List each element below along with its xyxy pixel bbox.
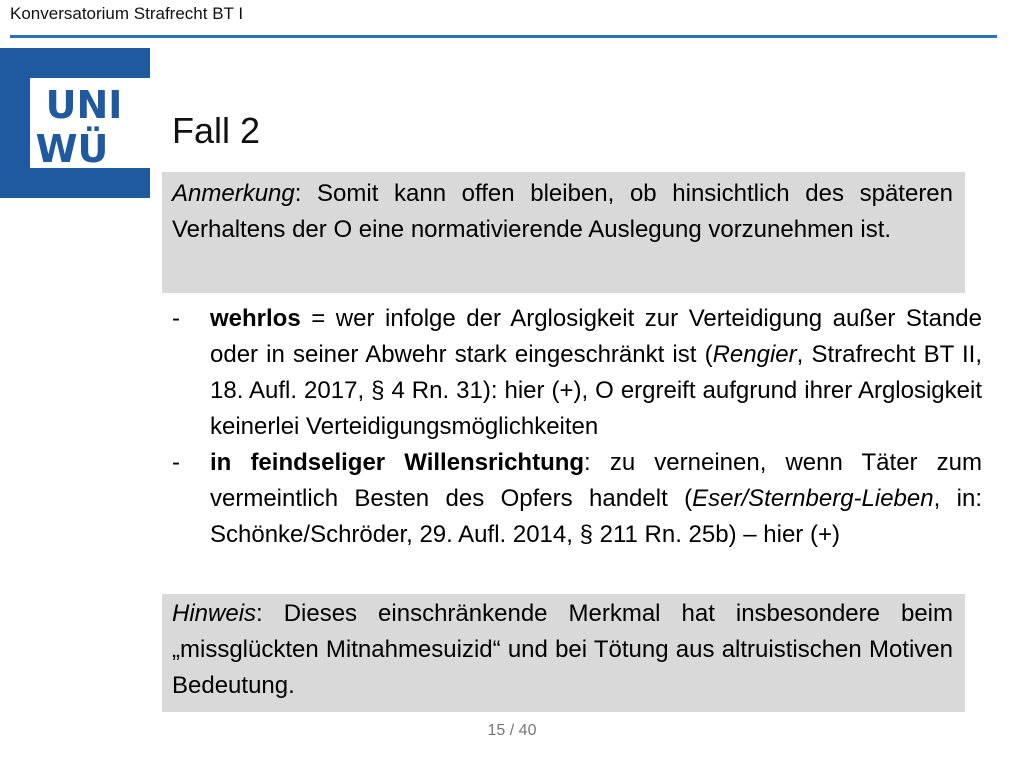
list-text: = wer infolge der Arglosigkeit zur Verteidigung außer Stande oder in seiner Abwehr stark eingeschränkt ist ( [210,305,982,368]
list-dash: - [172,305,180,332]
slide-title: Fall 2 [172,110,261,151]
hint-box [162,594,965,712]
list-item [172,301,982,445]
list-term: wehrlos [210,305,301,332]
list-term: in feindseliger Willensrichtung [210,449,585,476]
list-text: , in: Schönke/Schröder, 29. Aufl. 2014, § 211 Rn. 25b) – hier (+) [210,485,983,548]
annotation-text: : Somit kann offen bleiben, ob hinsichtlich des späteren Verhaltens der O eine normativierende Auslegung vorzunehmen ist. [172,180,953,243]
hint-label: Hinweis [172,600,257,627]
list-item [172,445,982,553]
hint-text: : Dieses einschränkende Merkmal hat insbesondere beim „missglückten Mitnahmesuizid“ und bei Tötung aus altruistischen Motiven Bedeutung. [172,600,953,699]
logo-line-wue: WÜ [35,127,109,171]
list-dash: - [172,449,180,476]
criteria-list [172,301,982,553]
list-citation-author: Rengier [712,341,797,368]
header-title: Konversatorium Strafrecht BT I [10,4,244,23]
page-number: 15 / 40 [487,722,537,739]
university-logo [0,48,150,198]
list-text: : zu verneinen, wenn Täter zum vermeintlich Besten des Opfers handelt ( [210,449,982,512]
header-divider [10,35,997,38]
logo-line-uni: UNI [45,83,123,127]
list-citation-author: Eser/Sternberg-Lieben [692,485,934,512]
list-text: , Strafrecht BT II, 18. Aufl. 2017, § 4 Rn. 31): hier (+), O ergreift aufgrund ihrer Arglosigkeit keinerlei Verteidigungsmöglichkeiten [210,341,983,440]
annotation-label: Anmerkung [172,180,295,207]
annotation-box [162,172,965,293]
